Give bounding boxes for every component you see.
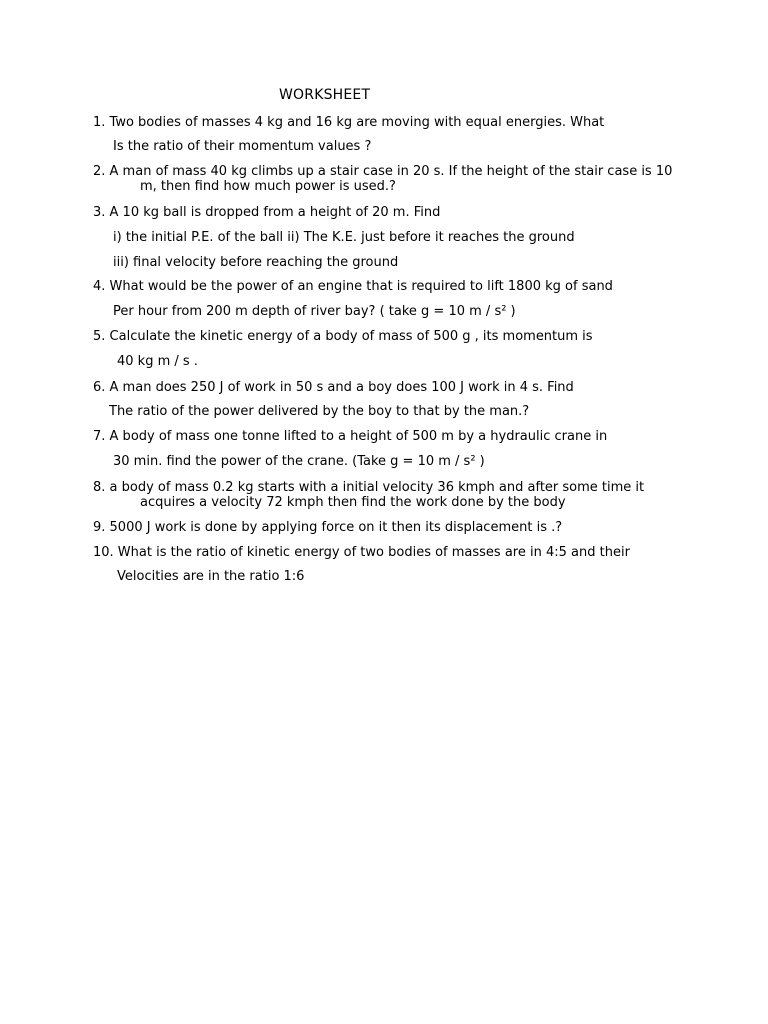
q3-line-3: iii) final velocity before reaching the ground <box>113 255 399 270</box>
q1-line-2: Is the ratio of their momentum values ? <box>113 139 372 154</box>
q7-line-1: 7. A body of mass one tonne lifted to a height of 500 m by a hydraulic crane in <box>93 429 608 444</box>
q3-line-2: i) the initial P.E. of the ball ii) The K.E. just before it reaches the ground <box>113 230 575 245</box>
q1-line-1: 1. Two bodies of masses 4 kg and 16 kg are moving with equal energies. What <box>93 115 605 130</box>
q10-line-1: 10. What is the ratio of kinetic energy of two bodies of masses are in 4:5 and their <box>93 545 630 560</box>
q2-line-2: m, then find how much power is used.? <box>140 179 396 194</box>
q6-line-2: The ratio of the power delivered by the boy to that by the man.? <box>109 404 530 419</box>
q6-line-1: 6. A man does 250 J of work in 50 s and a boy does 100 J work in 4 s. Find <box>93 380 574 395</box>
q8-line-2: acquires a velocity 72 kmph then find the work done by the body <box>140 495 566 510</box>
q4-line-2: Per hour from 200 m depth of river bay? ( take g = 10 m / s² ) <box>113 304 516 319</box>
q9-line-1: 9. 5000 J work is done by applying force on it then its displacement is .? <box>93 520 563 535</box>
q5-line-1: 5. Calculate the kinetic energy of a body of mass of 500 g , its momentum is <box>93 329 593 344</box>
q2-line-1: 2. A man of mass 40 kg climbs up a stair case in 20 s. If the height of the stair case is 10 <box>93 164 673 179</box>
q4-line-1: 4. What would be the power of an engine that is required to lift 1800 kg of sand <box>93 279 613 294</box>
page-title: WORKSHEET <box>279 87 371 103</box>
q8-line-1: 8. a body of mass 0.2 kg starts with a initial velocity 36 kmph and after some time it <box>93 480 645 495</box>
q3-line-1: 3. A 10 kg ball is dropped from a height of 20 m. Find <box>93 205 441 220</box>
q10-line-2: Velocities are in the ratio 1:6 <box>117 569 305 584</box>
q7-line-2: 30 min. find the power of the crane. (Take g = 10 m / s² ) <box>113 454 485 469</box>
q5-line-2: 40 kg m / s . <box>117 354 198 369</box>
